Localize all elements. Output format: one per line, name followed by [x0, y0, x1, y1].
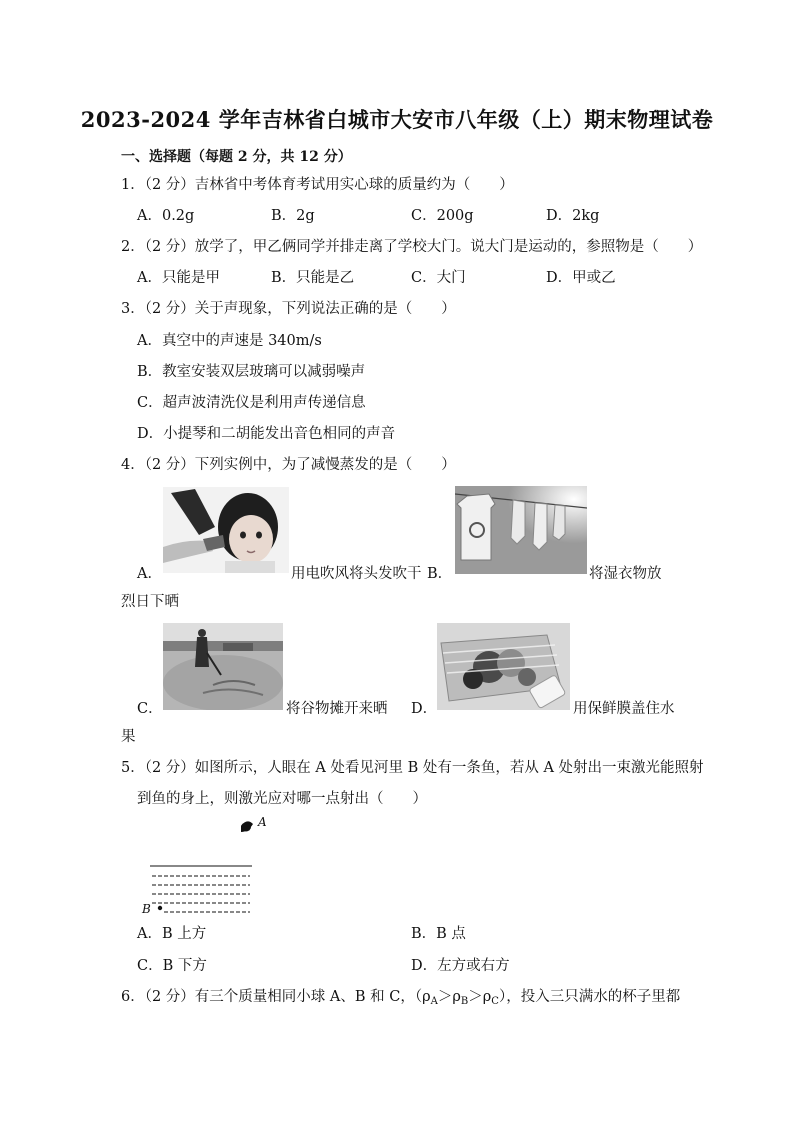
- q2-option-b[interactable]: B．只能是乙: [271, 270, 355, 286]
- q6-gt-1: ＞: [437, 989, 453, 1005]
- clothes-drying-photo: [455, 486, 587, 574]
- q4-option-d-text-wrap: 果: [121, 729, 136, 745]
- q4-option-a-label[interactable]: A．: [137, 566, 162, 582]
- q2-option-a[interactable]: A．只能是甲: [137, 270, 220, 286]
- q4-option-b-text-wrap: 烈日下晒: [121, 594, 179, 610]
- hair-dryer-photo: [163, 487, 289, 573]
- plastic-wrap-fruit-photo: [437, 623, 570, 710]
- question-5-stem-line1: 5．（2 分）如图所示，人眼在 A 处看见河里 B 处有一条鱼，若从 A 处射出一束激光能照射: [121, 760, 704, 776]
- question-5-stem-line2: 到鱼的身上，则激光应对哪一点射出（ ）: [137, 791, 427, 807]
- question-1-stem: 1．（2 分）吉林省中考体育考试用实心球的质量约为（ ）: [121, 177, 514, 193]
- page-title: 2023-2024 学年吉林省白城市大安市八年级（上）期末物理试卷: [80, 107, 714, 132]
- q4-option-d-text: 用保鲜膜盖住水: [573, 701, 675, 717]
- q6-sub-c: C: [491, 996, 499, 1007]
- q6-sub-a: A: [430, 996, 438, 1007]
- q3-option-a[interactable]: A．真空中的声速是 340m/s: [137, 333, 322, 349]
- q4-option-b-text: 将湿衣物放: [589, 566, 662, 582]
- q4-option-d-label[interactable]: D．: [411, 701, 438, 717]
- q6-rho-c: ρ: [482, 989, 492, 1005]
- q4-option-a-text: 用电吹风将头发吹干: [291, 566, 422, 582]
- q6-sub-b: B: [460, 996, 469, 1007]
- q2-option-d[interactable]: D．甲或乙: [546, 270, 616, 286]
- q6-stem-pre: 6．（2 分）有三个质量相同小球 A、B 和 C，（: [121, 989, 423, 1005]
- q5-option-d[interactable]: D．左方或右方: [411, 958, 510, 974]
- q2-option-c[interactable]: C．大门: [411, 270, 466, 286]
- q6-stem-post: ），投入三只满水的杯子里都: [498, 989, 681, 1005]
- q1-option-a[interactable]: A．0.2g: [137, 208, 195, 224]
- q1-option-d[interactable]: D．2kg: [546, 208, 600, 224]
- q4-option-c-label[interactable]: C．: [137, 701, 163, 717]
- q4-option-b-label[interactable]: B．: [427, 566, 453, 582]
- q5-option-b[interactable]: B．B 点: [411, 926, 466, 942]
- q6-rho-a: ρ: [422, 989, 431, 1005]
- question-6-stem: [121, 987, 680, 1012]
- question-4-stem: 4．（2 分）下列实例中，为了减慢蒸发的是（ ）: [121, 457, 456, 473]
- grain-drying-photo: [163, 623, 283, 710]
- q1-option-b[interactable]: B．2g: [271, 208, 315, 224]
- q1-option-c[interactable]: C．200g: [411, 208, 474, 224]
- section-heading: 一、选择题（每题 2 分，共 12 分）: [121, 149, 352, 165]
- figure-label-b: B: [142, 902, 151, 916]
- q5-option-c[interactable]: C．B 下方: [137, 958, 207, 974]
- q5-option-a[interactable]: A．B 上方: [137, 926, 207, 942]
- figure-label-a: A: [258, 815, 267, 829]
- q3-option-d[interactable]: D．小提琴和二胡能发出音色相同的声音: [137, 426, 396, 442]
- q4-option-c-text: 将谷物摊开来晒: [286, 701, 388, 717]
- q3-option-c[interactable]: C．超声波清洗仪是利用声传递信息: [137, 395, 366, 411]
- q3-option-b[interactable]: B．教室安装双层玻璃可以减弱噪声: [137, 364, 366, 380]
- question-2-stem: 2．（2 分）放学了，甲乙俩同学并排走离了学校大门。说大门是运动的，参照物是（ ）: [121, 239, 703, 255]
- q6-rho-b: ρ: [452, 989, 461, 1005]
- q6-gt-2: ＞: [468, 989, 483, 1005]
- eye-water-fish-figure: [140, 814, 260, 918]
- question-3-stem: 3．（2 分）关于声现象，下列说法正确的是（ ）: [121, 301, 456, 317]
